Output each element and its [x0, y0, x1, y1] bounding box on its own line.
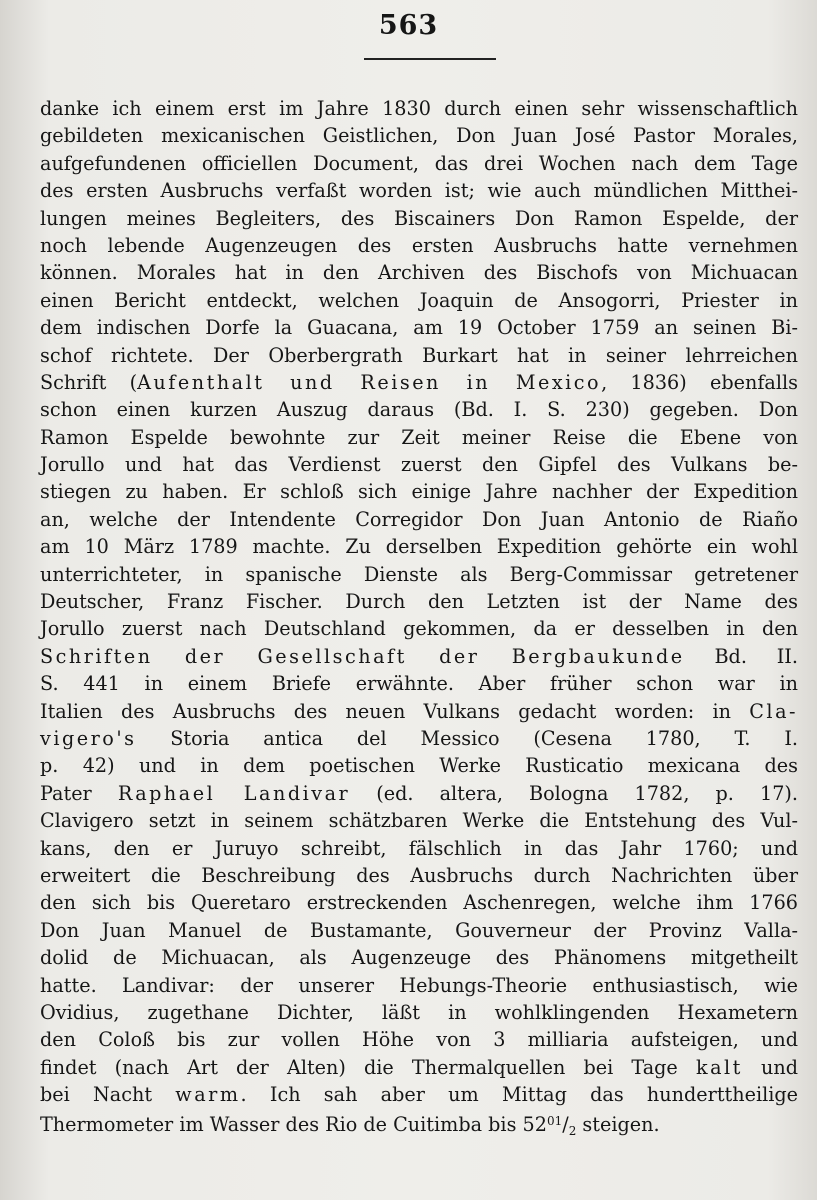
- text-segment: Pater: [40, 781, 118, 805]
- text-segment: p. 42) und in dem poetischen Werke Rusticatio mexicana des: [40, 754, 798, 778]
- spaced-title: vigero's: [40, 726, 137, 750]
- body-text: [40, 95, 798, 1139]
- fraction-numerator: 1: [554, 1114, 563, 1129]
- text-segment: Schrift (: [40, 370, 138, 394]
- text-segment: (ed. altera, Bologna 1782, p. 17).: [350, 781, 798, 805]
- text-segment: findet (nach Art der Alten) die Thermalquellen bei Tage: [40, 1055, 696, 1079]
- text-line: [40, 698, 798, 725]
- text-line: Ovidius, zugethane Dichter, läßt in wohlklingenden Hexametern: [40, 1000, 798, 1024]
- text-line: dem indischen Dorfe la Guacana, am 19 October 1759 an seinen Bi-: [40, 316, 798, 340]
- text-line: [40, 725, 798, 752]
- text-line: Ramon Espelde bewohnte zur Zeit meiner Reise die Ebene von: [40, 425, 798, 449]
- text-line: am 10 März 1789 machte. Zu derselben Expedition gehörte ein wohl: [40, 535, 798, 559]
- text-segment: Thermometer im Wasser des Rio de Cuitimba bis 52: [40, 1113, 547, 1137]
- text-line: den sich bis Queretaro erstreckenden Aschenregen, welche ihm 1766: [40, 891, 798, 915]
- text-line: schon einen kurzen Auszug daraus (Bd. I. S. 230) gegeben. Don: [40, 398, 798, 422]
- text-line: Thermometer im Wasser des Rio de Cuitimba bis $52^{01}/_2$ steigen.: [40, 1113, 660, 1139]
- spaced-emphasis: kalt: [695, 1055, 743, 1079]
- text-segment: Italien des Ausbruchs des neuen Vulkans gedacht worden: in: [40, 699, 750, 723]
- page-number: 563: [378, 10, 439, 41]
- spaced-emphasis: Cla-: [749, 699, 798, 723]
- text-segment: und: [742, 1055, 798, 1079]
- text-line: kans, den er Juruyo schreibt, fälschlich in das Jahr 1760; und: [40, 836, 798, 860]
- text-line: stiegen zu haben. Er schloß sich einige Jahre nachher der Expedition: [40, 480, 798, 504]
- text-segment: Storia antica del Messico (Cesena 1780, T. I.: [136, 726, 798, 750]
- text-segment: bei Nacht: [40, 1083, 176, 1107]
- text-line: an, welche der Intendente Corregidor Don Juan Antonio de Riaño: [40, 507, 798, 531]
- text-line: [40, 1081, 798, 1108]
- text-line: einen Bericht entdeckt, welchen Joaquin de Ansogorri, Priester in: [40, 288, 798, 312]
- text-line: Jorullo und hat das Verdienst zuerst den Gipfel des Vulkans be-: [40, 453, 798, 477]
- text-line: [40, 643, 798, 670]
- text-line: [40, 780, 798, 807]
- text-line: [40, 1054, 798, 1081]
- text-line: unterrichteter, in spanische Dienste als Berg-Commissar getretener: [40, 562, 798, 586]
- text-segment: steigen.: [576, 1113, 660, 1137]
- text-line: den Coloß bis zur vollen Höhe von 3 milliaria aufsteigen, und: [40, 1028, 798, 1052]
- text-line: dolid de Michuacan, als Augenzeuge des Phänomens mitgetheilt: [40, 946, 798, 970]
- text-line: danke ich einem erst im Jahre 1830 durch einen sehr wissenschaftlich: [40, 97, 798, 120]
- text-line: [40, 752, 798, 779]
- text-line: noch lebende Augenzeugen des ersten Ausbruchs hatte vernehmen: [40, 233, 798, 257]
- text-segment: . Ich sah aber um Mittag das hunderttheilige: [240, 1083, 798, 1107]
- text-line: erweitert die Beschreibung des Ausbruchs durch Nachrichten über: [40, 863, 798, 887]
- text-line: S. 441 in einem Briefe erwähnte. Aber früher schon war in: [40, 672, 798, 696]
- text-line: können. Morales hat in den Archiven des Bischofs von Michuacan: [40, 261, 798, 285]
- text-line: Jorullo zuerst nach Deutschland gekommen, da er desselben in den: [40, 617, 798, 641]
- degree-superscript: 0: [546, 1114, 555, 1129]
- fraction-denominator: 2: [568, 1124, 577, 1139]
- text-segment: , 1836) ebenfalls: [601, 370, 798, 394]
- text-line: Deutscher, Franz Fischer. Durch den Letzten ist der Name des: [40, 590, 798, 614]
- text-line: Clavigero setzt in seinem schätzbaren Werke die Entstehung des Vul-: [40, 809, 798, 833]
- text-segment: Bd. II.: [684, 644, 798, 668]
- spaced-emphasis: warm: [175, 1083, 241, 1107]
- text-line: aufgefundenen officiellen Document, das drei Wochen nach dem Tage: [40, 151, 798, 175]
- spaced-emphasis: Aufenthalt und Reisen in Mexico: [137, 370, 602, 394]
- text-line: [40, 369, 798, 396]
- text-line: schof richtete. Der Oberbergrath Burkart hat in seiner lehrreichen: [40, 343, 798, 367]
- spaced-emphasis: Raphael Landivar: [117, 781, 351, 805]
- text-line: des ersten Ausbruchs verfaßt worden ist; wie auch mündlichen Mitthei-: [40, 179, 798, 203]
- text-line: gebildeten mexicanischen Geistlichen, Don Juan José Pastor Morales,: [40, 124, 798, 148]
- text-line: hatte. Landivar: der unserer Hebungs-Theorie enthusiastisch, wie: [40, 973, 798, 997]
- spaced-title: Schriften der Gesellschaft der Bergbaukunde: [40, 644, 685, 668]
- header-rule: [364, 58, 496, 60]
- text-line: lungen meines Begleiters, des Biscainers Don Ramon Espelde, der: [40, 206, 798, 230]
- text-line: Don Juan Manuel de Bustamante, Gouverneur der Provinz Valla-: [40, 918, 798, 942]
